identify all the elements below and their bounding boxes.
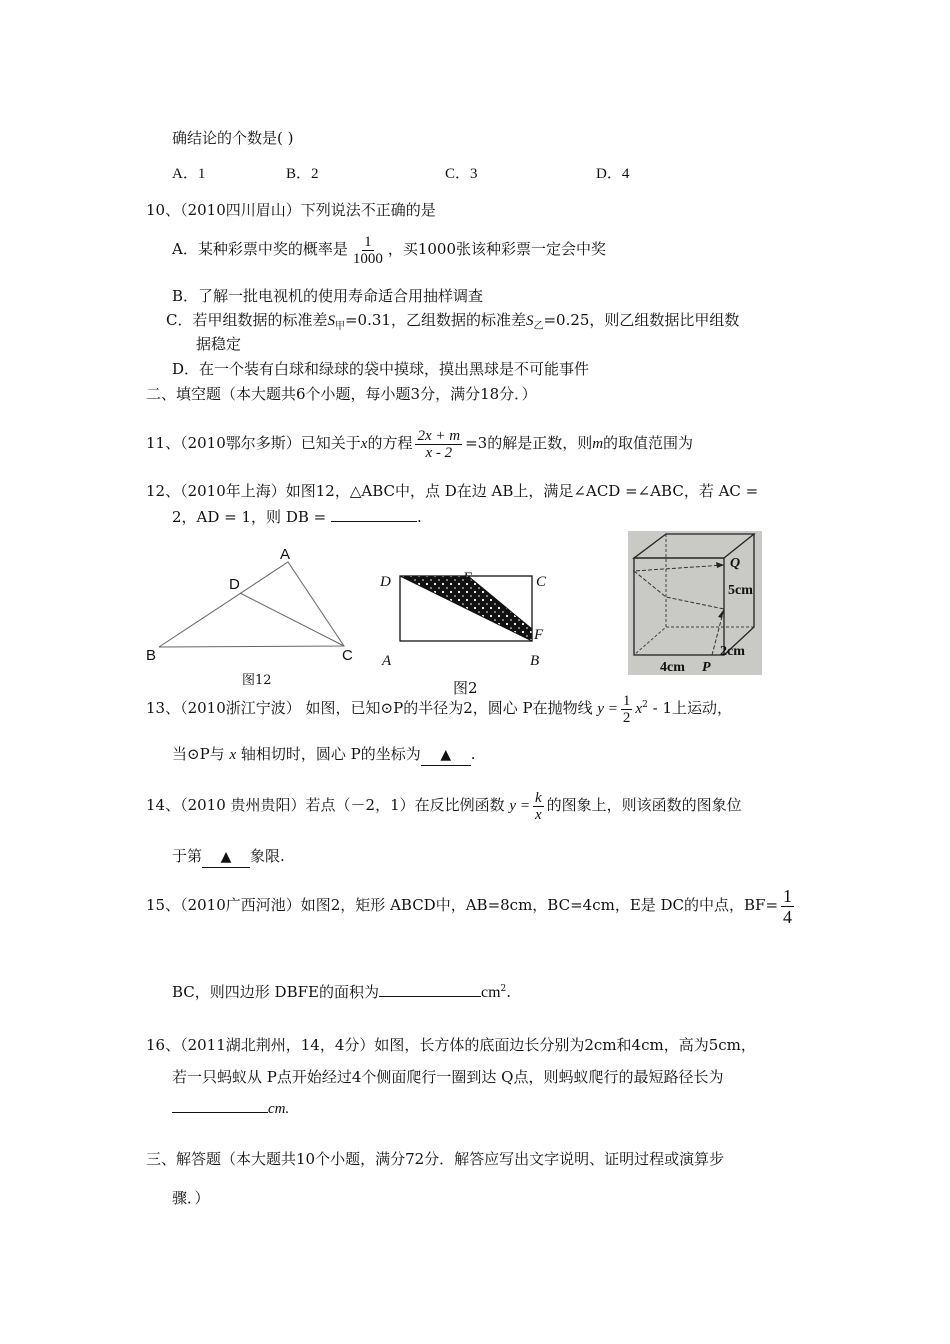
figure-2-rectangle [376,565,566,695]
q10-option-d: D．在一个装有白球和绿球的袋中摸球，摸出黑球是不可能事件 [172,360,590,378]
q15-answer-blank[interactable] [379,996,481,997]
q10-option-a: A．某种彩票中奖的概率是 $\frac{1}{1000}$ ，买1000张该种彩票一定会中奖 [172,233,607,267]
label-depth: 2cm [720,644,745,659]
label-c: C [342,647,353,664]
label-b: B [146,647,157,664]
q13-line2: 当⊙P与 x 轴相切时，圆心 P的坐标为 ▲ . [172,744,476,766]
q9-option-b: B．2 [286,166,319,182]
label-b: B [530,653,540,669]
section2-heading: 二、填空题（本大题共6个小题，每小题3分，满分18分．） [146,385,537,403]
q16-line3: cm. [172,1098,289,1119]
q9-option-a: A．1 [172,166,206,182]
q15-fraction: $\frac{1}{4}$ [783,885,793,927]
label-p: P [702,660,711,675]
q16-answer-blank[interactable] [172,1112,268,1113]
q9-option-c: C．3 [445,166,478,182]
q11-fraction: $\frac{2x + m}{x - 2}$ [417,427,461,461]
q10-option-c: C．若甲组数据的标准差$S_甲=0.31$，乙组数据的标准差$S_乙=0.25$，则乙组数据比甲组数 [166,311,740,332]
q10-fraction: $\frac{1}{1000}$ [352,233,383,267]
q10-option-b: B．了解一批电视机的使用寿命适合用抽样调查 [172,287,484,305]
q12-line1: 12、（2010年上海）如图12，△ABC中，点 D在边 AB上，满足∠ACD =∠ABC，若 AC = [146,482,759,500]
label-a: A [382,653,392,669]
label-f: F [534,627,544,643]
q13-answer-blank[interactable]: ▲ [421,744,471,766]
q10-stem: 10、（2010四川眉山）下列说法不正确的是 [146,201,436,219]
section3-heading: 三、解答题（本大题共10个小题，满分72分．解答应写出文字说明、证明过程或演算步 [146,1150,725,1168]
label-q: Q [730,556,741,571]
q12-answer-blank[interactable] [331,521,417,522]
figure-12-caption: 图12 [242,673,272,688]
label-e: E [463,570,473,586]
section3-heading-cont: 骤．） [172,1189,210,1207]
triangle-abc [159,562,344,647]
q13-line1: 13、（2010浙江宁波） 如图，已知⊙P的半径为2，圆心 P在抛物线 y = $\frac{1}{2}$ $x^2 - 1$上运动， [146,692,732,726]
q11: 11、（2010鄂尔多斯）已知关于x的方程 $\frac{2x + m}{x - 2}$ =3的解是正数，则m的取值范围为 [146,427,694,461]
segment-cd [240,593,344,646]
q10-option-c-cont: 据稳定 [196,335,242,353]
q14-fraction: $\frac{k}{x}$ [534,789,542,823]
q15-line2: BC，则四边形 DBFE的面积为 $cm^2$. [172,983,512,1001]
q14-line2: 于第 ▲ 象限. [172,846,285,868]
q13-fraction: $\frac{1}{2}$ [622,692,631,726]
q15-line1: 15、（2010广西河池）如图2，矩形 ABCD中，AB=8cm，BC=4cm，E是 DC的中点，BF= $\frac{1}{4}$ [146,885,793,927]
figure-cuboid [628,531,762,675]
q14-line1: 14、（2010 贵州贵阳）若点（－2，1）在反比例函数 y = $\frac{k}{x}$ 的图象上，则该函数的图象位 [146,789,742,823]
label-height: 5cm [728,583,753,598]
q16-line2: 若一只蚂蚁从 P点开始经过4个侧面爬行一圈到达 Q点，则蚂蚁爬行的最短路径长为 [172,1068,724,1086]
label-d: D [380,574,391,590]
q14-answer-blank[interactable]: ▲ [202,846,250,868]
q9-tail-text: 确结论的个数是( ) [172,129,294,147]
q16-line1: 16、（2011湖北荆州，14，4分）如图，长方体的底面边长分别为2cm和4cm，高为5cm， [146,1036,756,1054]
q9-option-d: D．4 [596,166,630,182]
label-a: A [280,546,291,563]
q12-line2: 2，AD = 1，则 DB = . [172,508,422,526]
figure-12-triangle [140,540,360,690]
label-c: C [536,574,547,590]
label-width: 4cm [660,660,685,675]
figure-2-caption: 图2 [453,679,478,695]
label-d: D [229,576,240,593]
